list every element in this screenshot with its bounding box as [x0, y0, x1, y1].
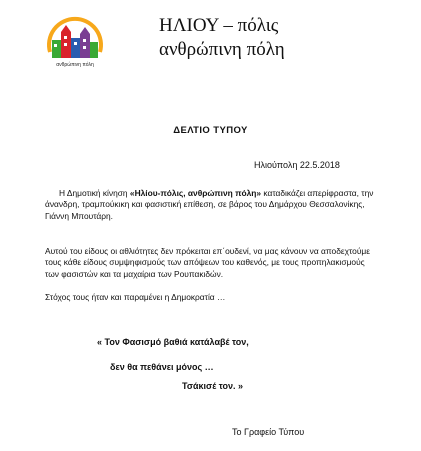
quote-line-3: Τσάκισέ τον. »: [182, 381, 244, 391]
document-heading: ΔΕΛΤΙΟ ΤΥΠΟΥ: [173, 125, 248, 136]
org-name-line2: ανθρώπινη πόλη: [159, 39, 285, 60]
logo-image: [46, 12, 104, 70]
movement-name: «Ηλίου-πόλις, ανθρώπινη πόλη»: [129, 188, 262, 198]
org-name-line1: ΗΛΙΟΥ – πόλις: [159, 15, 279, 36]
paragraph-1-intro: Η Δημοτική κίνηση: [59, 188, 130, 198]
quote-line-2: δεν θα πεθάνει μόνος …: [110, 362, 214, 372]
document-date: Ηλιούπολη 22.5.2018: [254, 160, 340, 170]
paragraph-1-body: καταδικάζει απερίφραστα, την άνανδρη, τραμπούκικη και φασιστική επίθεση, σε βάρος του Δημάρχου Θεσσαλονίκης, Γιάννη Μπουτάρη.: [45, 188, 374, 221]
quote-line-1: « Τον Φασισμό βαθιά κατάλαβέ τον,: [97, 337, 249, 347]
svg-text:ανθρώπινη πόλη: ανθρώπινη πόλη: [56, 62, 94, 68]
paragraph-3: Στόχος τους ήταν και παραμένει η Δημοκρατία …: [45, 292, 226, 302]
paragraph-1: [45, 188, 375, 222]
signature: Το Γραφείο Τύπου: [232, 427, 305, 437]
paragraph-2: Αυτού του είδους οι αθλιότητες δεν πρόκειται επ΄ουδενί, να μας κάνουν να αποδεχτούμε τους κάθε είδους συμψηφισμούς των απόψεων του καθενός, με τους προπηλακισμούς των φασιστών και τα μαχαίρια των Ρουπακιδών.: [45, 246, 370, 279]
